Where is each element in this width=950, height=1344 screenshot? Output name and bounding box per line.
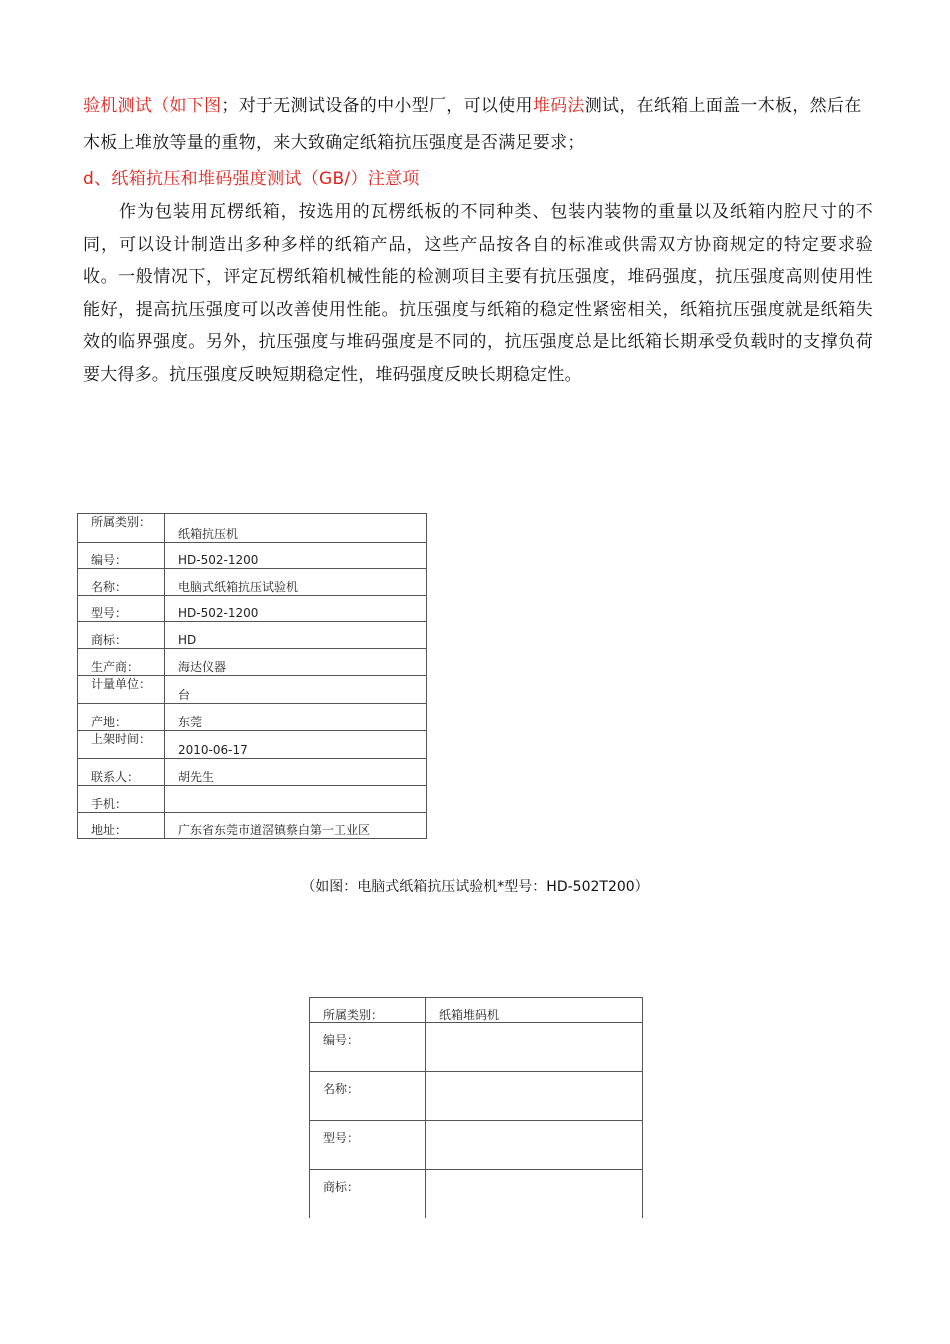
spec-label: 地址： <box>78 812 165 839</box>
table-row <box>78 785 427 812</box>
figure-caption: （如图：电脑式纸箱抗压试验机*型号：HD-502T200） <box>301 879 649 895</box>
spec-label: 型号： <box>78 595 165 622</box>
spec-label: 商标： <box>78 622 165 649</box>
spec-value: 广东省东莞市道滘镇蔡白第一工业区 <box>165 812 427 839</box>
table-row <box>78 675 427 704</box>
spec-label: 名称： <box>78 569 165 596</box>
spec-label: 型号： <box>310 1121 426 1170</box>
spec-value: 2010-06-17 <box>165 730 427 759</box>
spec-value: HD-502-1200 <box>165 542 427 569</box>
table-row <box>78 730 427 759</box>
spec-label: 名称： <box>310 1072 426 1121</box>
spec-label: 产地： <box>78 704 165 731</box>
table-row <box>78 569 427 596</box>
body-paragraph: 作为包装用瓦楞纸箱，按选用的瓦楞纸板的不同种类、包装内装物的重量以及纸箱内腔尺寸的不同，可以设计制造出多种多样的纸箱产品，这些产品按各自的标准或供需双方协商规定的特定要求验收。一般情况下，评定瓦楞纸箱机械性能的检测项目主要有抗压强度，堆码强度，抗压强度高则使用性能好，提高抗压强度可以改善使用性能。抗压强度与纸箱的稳定性紧密相关，纸箱抗压强度就是纸箱失效的临界强度。另外，抗压强度与堆码强度是不同的，抗压强度总是比纸箱长期承受负载时的支撑负荷要大得多。抗压强度反映短期稳定性，堆码强度反映长期稳定性。 <box>83 202 873 385</box>
table-row <box>78 514 427 543</box>
table-row <box>310 1170 643 1219</box>
table-row <box>310 1121 643 1170</box>
table-row <box>78 542 427 569</box>
spec-value <box>426 1023 643 1072</box>
spec-value: 纸箱堆码机 <box>426 998 643 1023</box>
spec-value: HD-502-1200 <box>165 595 427 622</box>
table-row <box>310 1072 643 1121</box>
spec-label: 生产商： <box>78 648 165 675</box>
intro-text-part1: ；对于无测试设备的中小型厂，可以使用 <box>221 96 533 116</box>
intro-text-part2: 测试，在纸箱上面盖一木板，然后在木板上堆放等量的重物，来大致确定纸箱抗压强度是否满足要求； <box>83 96 862 153</box>
compression-tester-spec-table <box>77 513 427 839</box>
spec-value <box>165 785 427 812</box>
spec-value: HD <box>165 622 427 649</box>
spec-label: 上架时间： <box>78 730 165 759</box>
intro-paragraph <box>83 88 873 162</box>
spec-value: 电脑式纸箱抗压试验机 <box>165 569 427 596</box>
table-row <box>310 1023 643 1072</box>
spec-value <box>426 1170 643 1219</box>
spec-label: 计量单位： <box>78 675 165 704</box>
stacking-tester-spec-table <box>309 997 643 1218</box>
spec-label: 所属类别： <box>310 998 426 1023</box>
table-row <box>78 622 427 649</box>
spec-label: 编号： <box>310 1023 426 1072</box>
table-row <box>78 595 427 622</box>
spec-label: 所属类别： <box>78 514 165 543</box>
spec-value: 纸箱抗压机 <box>165 514 427 543</box>
spec-value: 海达仪器 <box>165 648 427 675</box>
highlight-stacking-method: 堆码法 <box>532 96 585 116</box>
spec-value <box>426 1072 643 1121</box>
table-row <box>310 998 643 1023</box>
spec-value: 东莞 <box>165 704 427 731</box>
spec-value: 胡先生 <box>165 759 427 786</box>
table-row <box>78 704 427 731</box>
spec-label: 手机： <box>78 785 165 812</box>
spec-label: 商标： <box>310 1170 426 1219</box>
table-row <box>78 759 427 786</box>
spec-value: 台 <box>165 675 427 704</box>
table-row <box>78 812 427 839</box>
highlight-machine-test: 验机测试（如下图 <box>83 96 222 116</box>
section-heading: d、纸箱抗压和堆码强度测试（GB/）注意项 <box>83 169 420 189</box>
spec-label: 联系人： <box>78 759 165 786</box>
spec-value <box>426 1121 643 1170</box>
table-row <box>78 648 427 675</box>
spec-label: 编号： <box>78 542 165 569</box>
